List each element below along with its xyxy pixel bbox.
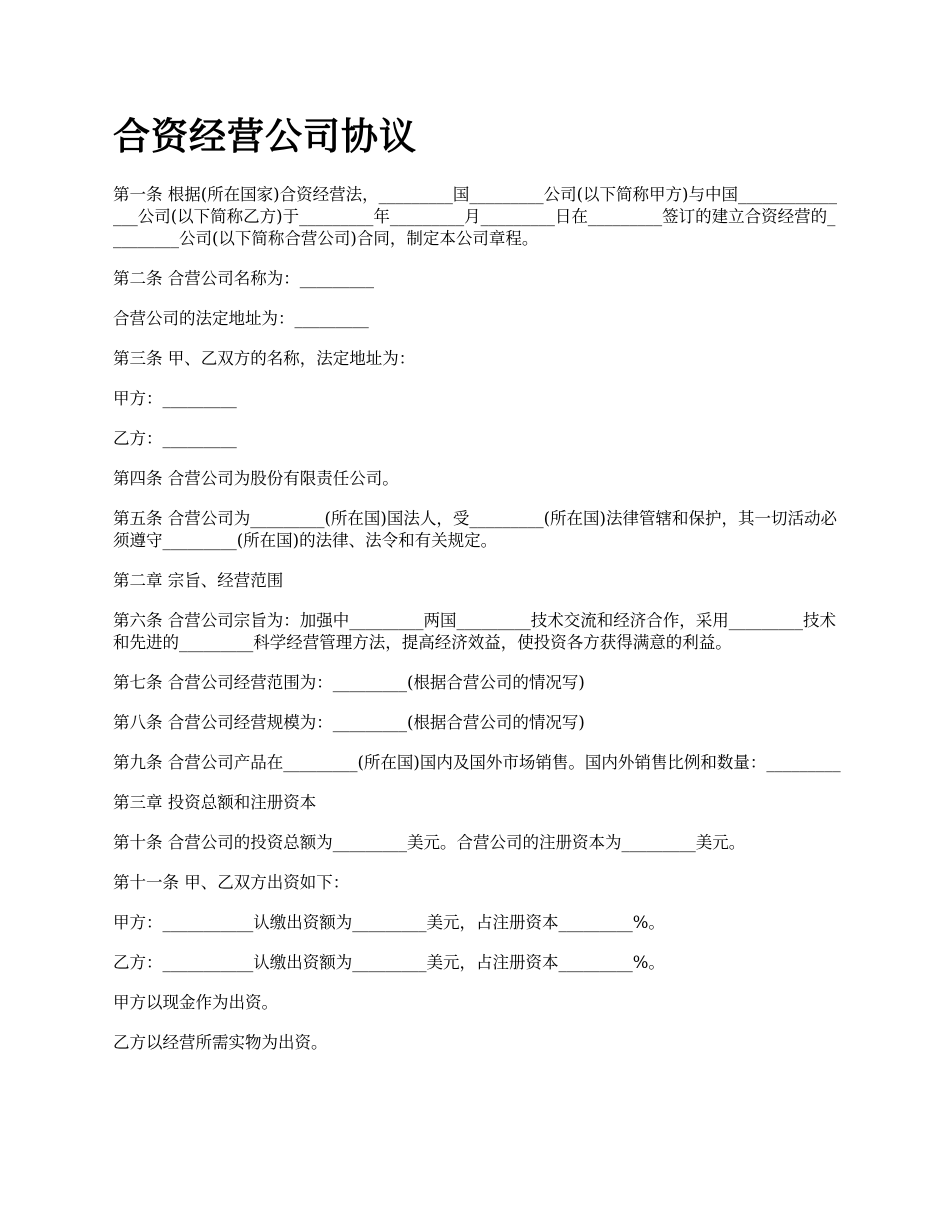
article-9: 第九条 合营公司产品在_________(所在国)国内及国外市场销售。国内外销售比例和数量：_________ <box>113 753 841 772</box>
party-b-line: 乙方：_________ <box>113 429 237 448</box>
chapter-3-heading: 第三章 投资总额和注册资本 <box>113 793 317 812</box>
article-1: 第一条 根据(所在国家)合资经营法，_________国_________公司(以下简称甲方)与中国_______________公司(以下简称乙方)于_________年_________月_________日在_________签订的建立合资经营的_________公司(以下简称合营公司)合同，制定本公司章程。 <box>113 185 837 248</box>
document-page <box>113 110 843 1072</box>
article-6: 第六条 合营公司宗旨为：加强中_________两国_________技术交流和经济合作，采用_________技术和先进的_________科学经营管理方法，提高经济效益，使投资各方获得满意的利益。 <box>113 611 836 652</box>
legal-address: 合营公司的法定地址为：_________ <box>113 309 369 328</box>
chapter-2-heading: 第二章 宗旨、经营范围 <box>113 571 284 590</box>
party-b-contribution: 乙方：___________认缴出资额为_________美元，占注册资本_________%。 <box>113 953 665 972</box>
party-a-contribution: 甲方：___________认缴出资额为_________美元，占注册资本_________%。 <box>113 913 665 932</box>
document-title: 合资经营公司协议 <box>113 114 417 158</box>
article-2-company-name: 第二条 合营公司名称为：_________ <box>113 269 374 288</box>
article-3: 第三条 甲、乙双方的名称，法定地址为： <box>113 349 416 368</box>
article-11: 第十一条 甲、乙双方出资如下： <box>113 873 350 892</box>
article-8: 第八条 合营公司经营规模为：_________(根据合营公司的情况写) <box>113 713 585 732</box>
article-5: 第五条 合营公司为_________(所在国)国法人，受_________(所在国)法律管辖和保护，其一切活动必须遵守_________(所在国)的法律、法令和有关规定。 <box>113 509 837 550</box>
article-7: 第七条 合营公司经营范围为：_________(根据合营公司的情况写) <box>113 673 585 692</box>
party-a-cash: 甲方以现金作为出资。 <box>113 993 278 1012</box>
article-10: 第十条 合营公司的投资总额为_________美元。合营公司的注册资本为_________美元。 <box>113 833 746 852</box>
party-a-line: 甲方：_________ <box>113 389 237 408</box>
article-4: 第四条 合营公司为股份有限责任公司。 <box>113 469 399 488</box>
party-b-in-kind: 乙方以经营所需实物为出资。 <box>113 1033 328 1052</box>
